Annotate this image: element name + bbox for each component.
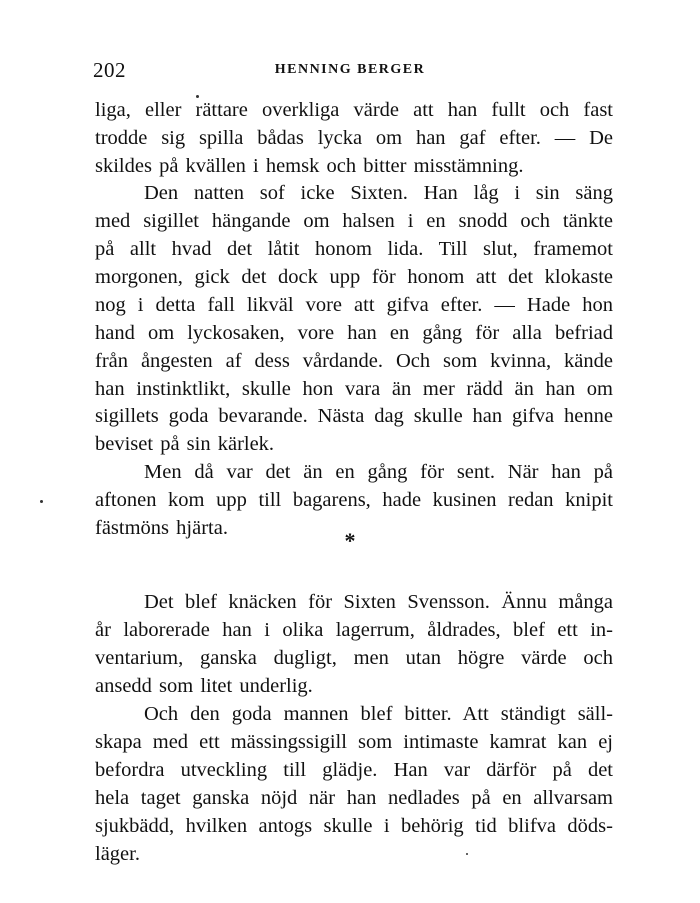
text-line: aftonen kom upp till bagarens, hade kusinen redan knipit xyxy=(95,489,613,511)
text-line: trodde sig spilla bådas lycka om han gaf efter. — De xyxy=(95,127,613,149)
text-line: han instinktlikt, skulle hon vara än mer rädd än han om xyxy=(95,378,613,400)
text-line: morgonen, gick det dock upp för honom att det klokaste xyxy=(95,266,613,288)
text-line: med sigillet hängande om halsen i en snodd och tänkte xyxy=(95,210,613,232)
text-line: sjukbädd, hvilken antogs skulle i behörig tid blifva döds- xyxy=(95,815,613,837)
text-line: nog i detta fall likväl vore att gifva efter. — Hade hon xyxy=(95,294,613,316)
text-line: Men då var det än en gång för sent. När han på xyxy=(144,461,613,483)
print-speck xyxy=(466,853,468,855)
text-line: Det blef knäcken för Sixten Svensson. Ännu många xyxy=(144,591,613,613)
page-number: 202 xyxy=(93,58,126,82)
text-line: på allt hvad det låtit honom lida. Till slut, framemot xyxy=(95,238,613,260)
text-line: liga, eller rättare overkliga värde att han fullt och fast xyxy=(95,99,613,121)
text-line: år laborerade han i olika lagerrum, åldrades, blef ett in- xyxy=(95,619,613,641)
text-line: hand om lyckosaken, vore han en gång för alla befriad xyxy=(95,322,613,344)
text-line: ansedd som litet underlig. xyxy=(95,675,313,697)
text-line: från ångesten af dess vårdande. Och som kvinna, kände xyxy=(95,350,613,372)
text-line: fästmöns hjärta. xyxy=(95,517,228,539)
text-line: Och den goda mannen blef bitter. Att ständigt säll- xyxy=(144,703,613,725)
text-line: ventarium, ganska dugligt, men utan högre värde och xyxy=(95,647,613,669)
text-line: skildes på kvällen i hemsk och bitter misstämning. xyxy=(95,155,524,177)
text-line: hela taget ganska nöjd när han nedlades på en allvarsam xyxy=(95,787,613,809)
text-line: befordra utveckling till glädje. Han var därför på det xyxy=(95,759,613,781)
text-line: beviset på sin kärlek. xyxy=(95,433,275,455)
text-line: läger. xyxy=(95,843,140,865)
text-line: skapa med ett mässingssigill som intimaste kamrat kan ej xyxy=(95,731,613,753)
print-speck xyxy=(40,500,43,503)
text-line: sigillets goda bevarande. Nästa dag skulle han gifva henne xyxy=(95,405,613,427)
running-head: HENNING BERGER xyxy=(274,62,426,77)
section-break-asterisk: * xyxy=(344,528,356,553)
print-speck xyxy=(196,95,199,98)
text-line: Den natten sof icke Sixten. Han låg i sin säng xyxy=(144,182,613,204)
